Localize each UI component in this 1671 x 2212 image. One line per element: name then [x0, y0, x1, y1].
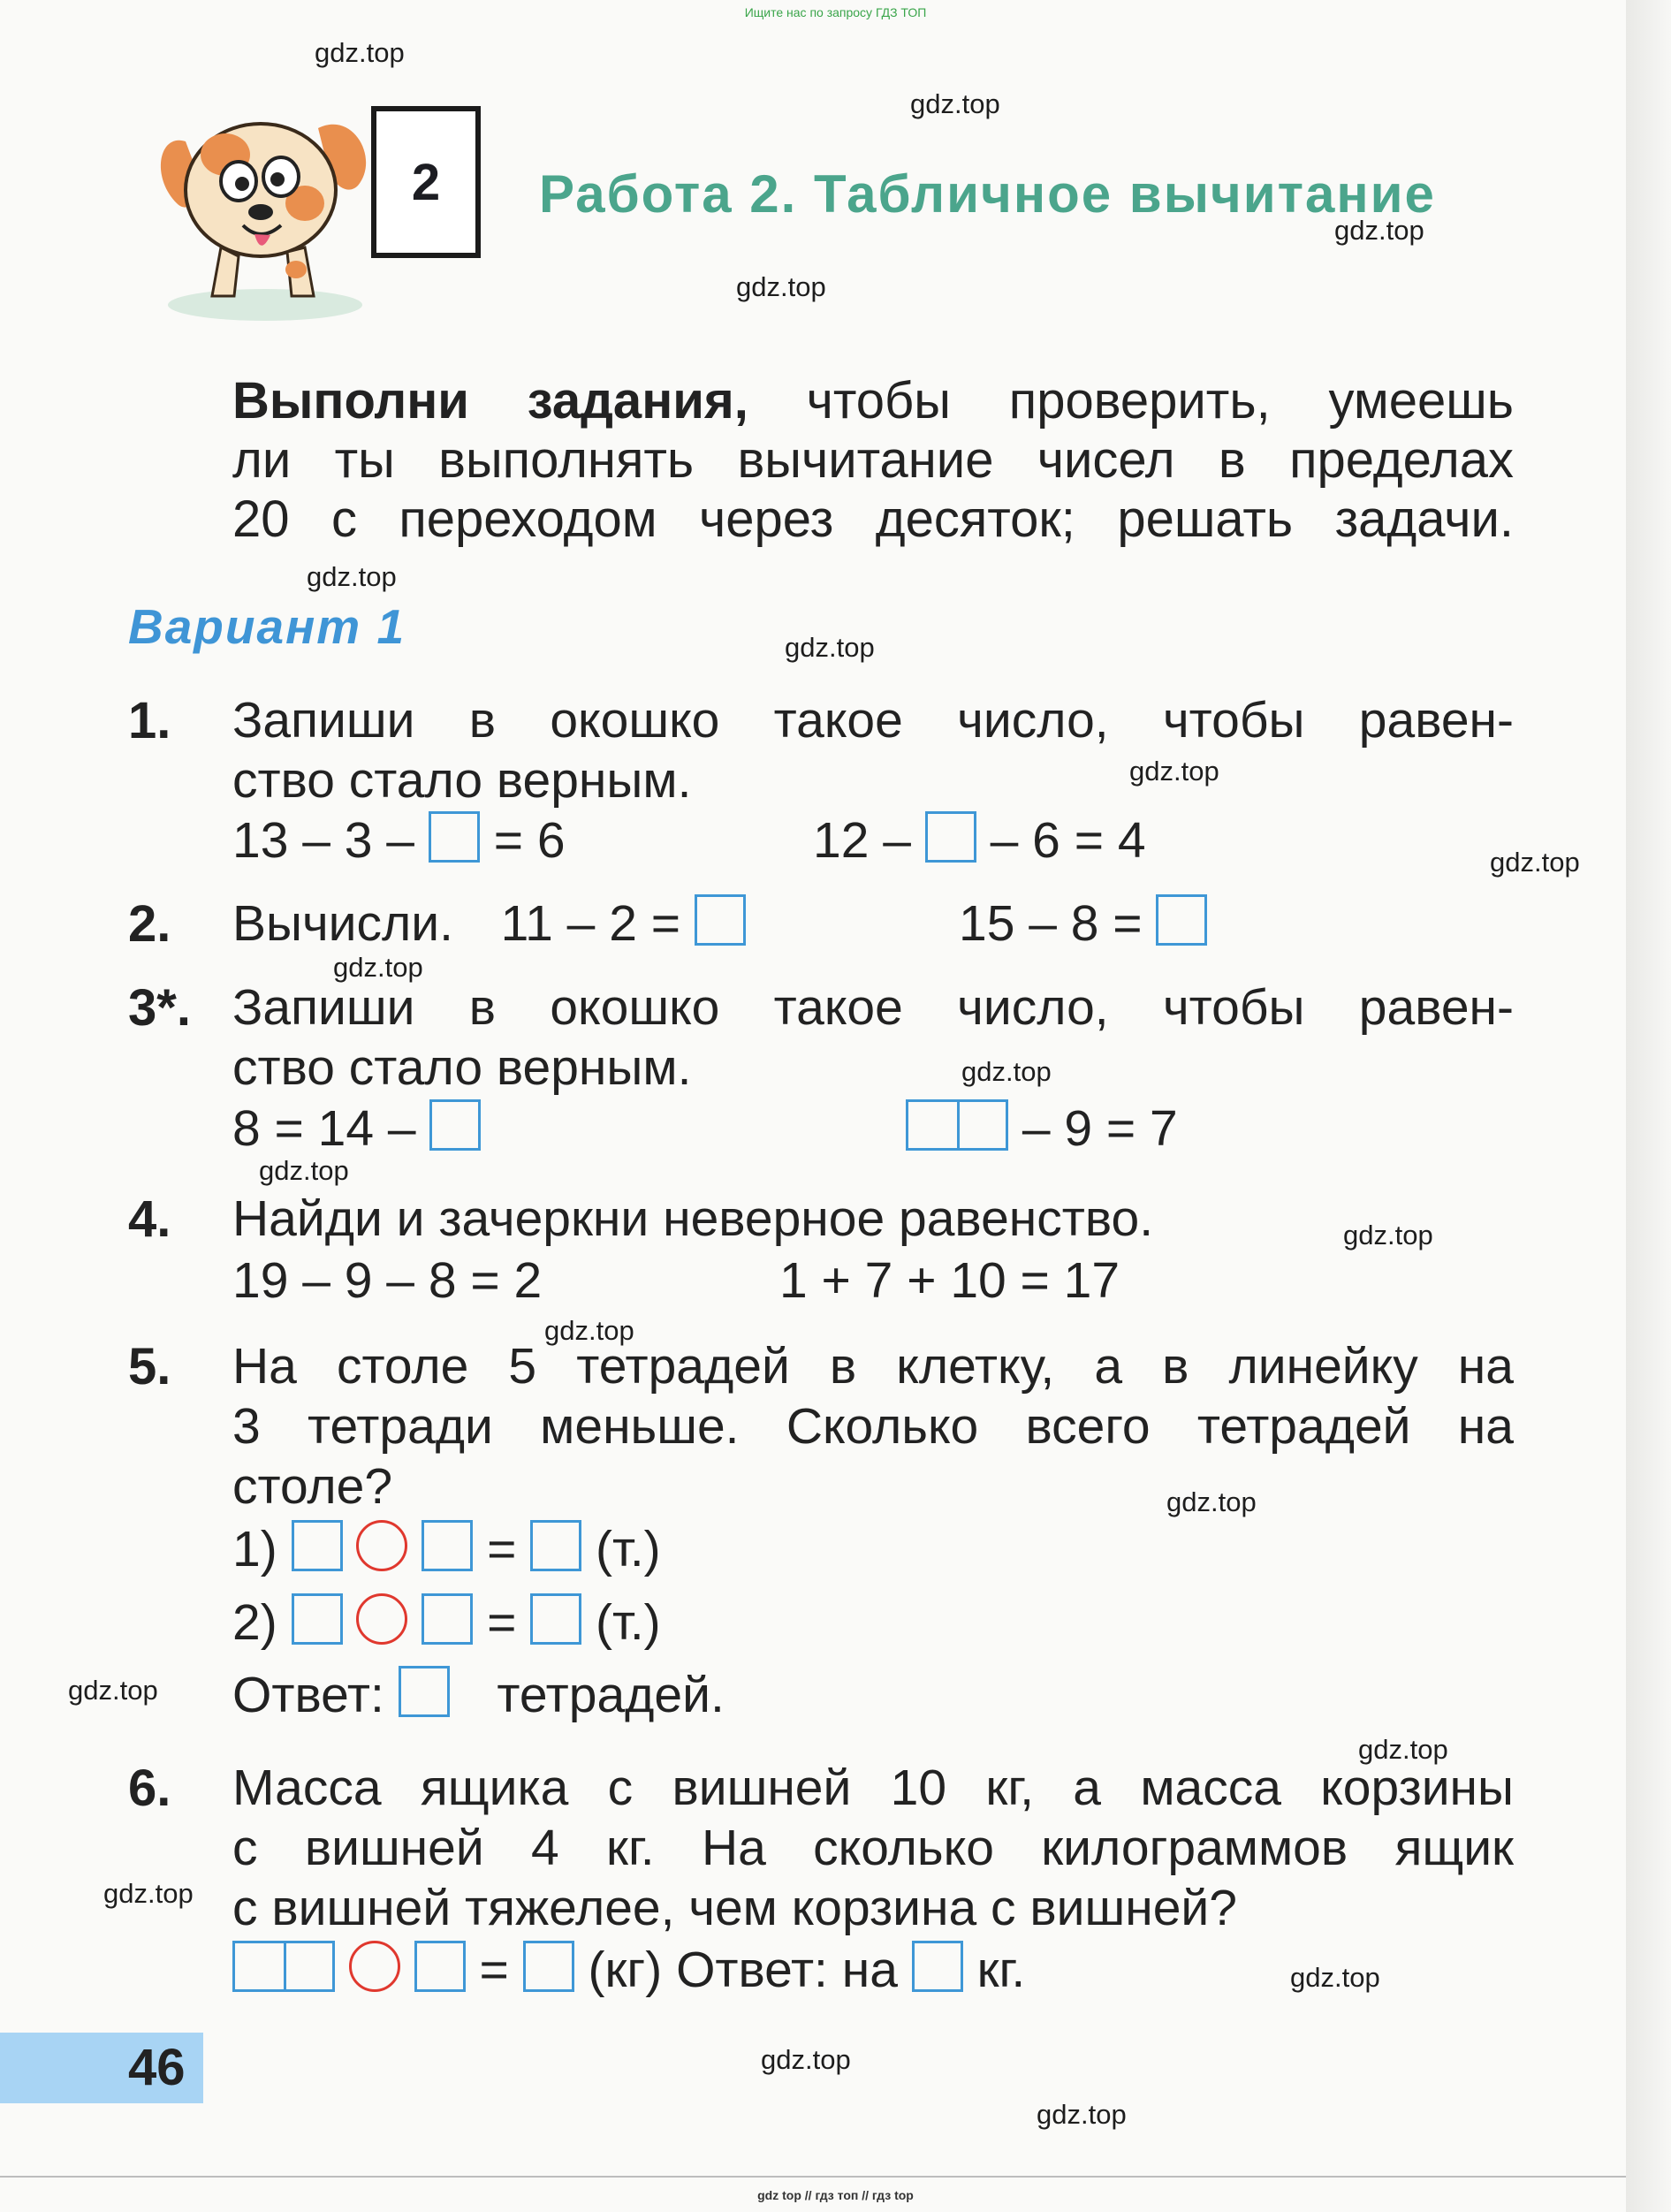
task-6-text-1: Масса ящика с вишней 10 кг, а масса корзины: [232, 1760, 1514, 1816]
intro-bold: Выполни задания,: [232, 372, 748, 429]
watermark: gdz.top: [1490, 847, 1580, 878]
task-6-equation: [232, 1941, 1025, 1999]
task-3-number: 3*.: [128, 979, 191, 1037]
task-2-eq-b: 15 – 8 =: [959, 895, 1143, 952]
task-2-equation-b: [959, 894, 1207, 953]
task-3-equation-b: [906, 1099, 1178, 1158]
answer-box[interactable]: [292, 1520, 343, 1571]
operation-circle[interactable]: [356, 1593, 407, 1645]
intro-line-1-rest: чтобы проверить, умеешь: [806, 372, 1514, 429]
puppy-illustration: [150, 80, 389, 327]
watermark: gdz.top: [1334, 215, 1424, 246]
page-edge: [1626, 0, 1671, 2212]
task-6-line-3: с вишней тяжелее, чем корзина с вишней?: [232, 1880, 1237, 1936]
task-5-step-2-label: 2): [232, 1594, 277, 1651]
task-5-line-2: [232, 1397, 1514, 1456]
task-1-equation-b: [813, 811, 1146, 870]
task-5-number: 5.: [128, 1338, 171, 1395]
task-3-text-1: Запиши в окошко такое число, чтобы равен-: [232, 979, 1514, 1036]
answer-box[interactable]: [523, 1941, 574, 1992]
task-5-unit: (т.): [596, 1594, 661, 1651]
task-6-unit: (кг): [588, 1942, 663, 1998]
watermark: gdz.top: [1290, 1962, 1380, 1993]
answer-box[interactable]: [912, 1941, 963, 1992]
watermark: gdz.top: [68, 1675, 158, 1706]
watermark: gdz.top: [785, 632, 875, 663]
answer-box[interactable]: [422, 1520, 473, 1571]
answer-box[interactable]: [925, 811, 976, 863]
answer-box[interactable]: [429, 811, 480, 863]
task-3-eq-b: – 9 = 7: [1022, 1100, 1178, 1157]
watermark: gdz.top: [910, 88, 1000, 119]
two-digit-answer-box[interactable]: [906, 1099, 1008, 1151]
page-number: 46: [128, 2039, 186, 2096]
task-5-answer-unit: тетрадей.: [497, 1667, 725, 1723]
task-6-answer-label: Ответ: на: [676, 1942, 898, 1998]
task-5-step-1: [232, 1520, 661, 1578]
header-note: Ищите нас по запросу ГДЗ ТОП: [744, 5, 927, 19]
task-5-text-1: На столе 5 тетрадей в клетку, а в линейку на: [232, 1338, 1514, 1395]
task-1-line-2: ство стало верным.: [232, 752, 692, 809]
task-1-eq-a-left: 13 – 3 –: [232, 812, 415, 869]
answer-box[interactable]: [1156, 894, 1207, 946]
watermark: gdz.top: [1343, 1220, 1433, 1250]
operation-circle[interactable]: [349, 1941, 400, 1992]
watermark: gdz.top: [307, 561, 397, 592]
task-5-text-2: 3 тетради меньше. Сколько всего тетрадей на: [232, 1398, 1514, 1455]
watermark: gdz.top: [1129, 756, 1219, 787]
task-3-line-1: [232, 978, 1514, 1037]
task-5-step-1-label: 1): [232, 1521, 277, 1577]
answer-box[interactable]: [399, 1666, 450, 1717]
task-2-eq-a: 11 – 2 =: [500, 895, 681, 952]
task-1-text-1: Запиши в окошко такое число, чтобы равен-: [232, 692, 1514, 749]
answer-box[interactable]: [292, 1593, 343, 1645]
watermark: gdz.top: [333, 952, 423, 983]
watermark: gdz.top: [1166, 1486, 1257, 1517]
watermark: gdz.top: [315, 37, 405, 68]
watermark: gdz.top: [259, 1155, 349, 1186]
task-2-line: [232, 894, 746, 953]
watermark: gdz.top: [736, 271, 826, 302]
watermark: gdz.top: [103, 1878, 194, 1909]
task-1-line-1: [232, 691, 1514, 749]
task-1-eq-a-right: = 6: [493, 812, 566, 869]
answer-box[interactable]: [530, 1593, 581, 1645]
task-6-number: 6.: [128, 1760, 171, 1817]
variant-heading: Вариант 1: [128, 599, 406, 654]
watermark: gdz.top: [961, 1056, 1052, 1087]
work-title: Работа 2. Табличное вычитание: [539, 164, 1436, 224]
task-1-eq-b-left: 12 –: [813, 812, 911, 869]
watermark: gdz.top: [761, 2044, 851, 2075]
task-2-number: 2.: [128, 895, 171, 953]
watermark: gdz.top: [544, 1315, 634, 1346]
task-5-unit: (т.): [596, 1521, 661, 1577]
two-digit-answer-box[interactable]: [232, 1941, 335, 1992]
task-5-step-2: [232, 1593, 661, 1652]
task-5-line-3: столе?: [232, 1458, 393, 1515]
task-1-number: 1.: [128, 692, 171, 749]
answer-box[interactable]: [422, 1593, 473, 1645]
task-6-line-1: [232, 1759, 1514, 1817]
intro-line-3: 20 с переходом через десяток; решать задачи.: [232, 490, 1514, 548]
task-5-answer-label: Ответ:: [232, 1667, 384, 1723]
task-2-label: Вычисли.: [232, 895, 453, 952]
task-3-equation-a: [232, 1099, 481, 1158]
task-5-answer: [232, 1666, 725, 1724]
answer-box[interactable]: [414, 1941, 466, 1992]
intro-line-2: ли ты выполнять вычитание чисел в пределах: [232, 431, 1514, 489]
bottom-divider: [0, 2176, 1626, 2178]
equals-sign: =: [487, 1594, 517, 1651]
watermark: gdz.top: [1037, 2099, 1127, 2130]
task-4-equation-a[interactable]: 19 – 9 – 8 = 2: [232, 1252, 543, 1309]
equals-sign: =: [487, 1521, 517, 1577]
answer-box[interactable]: [530, 1520, 581, 1571]
footer-note: gdz top // гдз топ // гдз top: [757, 2188, 914, 2202]
answer-box[interactable]: [695, 894, 746, 946]
intro-line-1: [232, 371, 1514, 430]
task-6-answer-unit: кг.: [976, 1942, 1026, 1998]
task-3-line-2: ство стало верным.: [232, 1039, 692, 1096]
answer-box[interactable]: [429, 1099, 481, 1151]
operation-circle[interactable]: [356, 1520, 407, 1571]
watermark: gdz.top: [1358, 1734, 1448, 1765]
task-1-equation-a: [232, 811, 566, 870]
task-5-line-1: [232, 1337, 1514, 1395]
task-6-text-2: с вишней 4 кг. На сколько килограммов ящик: [232, 1820, 1514, 1876]
task-3-eq-a: 8 = 14 –: [232, 1100, 416, 1157]
task-4-equation-b[interactable]: 1 + 7 + 10 = 17: [779, 1252, 1120, 1309]
task-1-eq-b-right: – 6 = 4: [990, 812, 1146, 869]
work-number-box: 2: [371, 106, 481, 258]
task-6-line-2: [232, 1819, 1514, 1877]
equals-sign: =: [479, 1942, 509, 1998]
task-4-number: 4.: [128, 1190, 171, 1248]
intro-paragraph: [232, 371, 1514, 549]
task-4-line-1: Найди и зачеркни неверное равенство.: [232, 1190, 1154, 1247]
